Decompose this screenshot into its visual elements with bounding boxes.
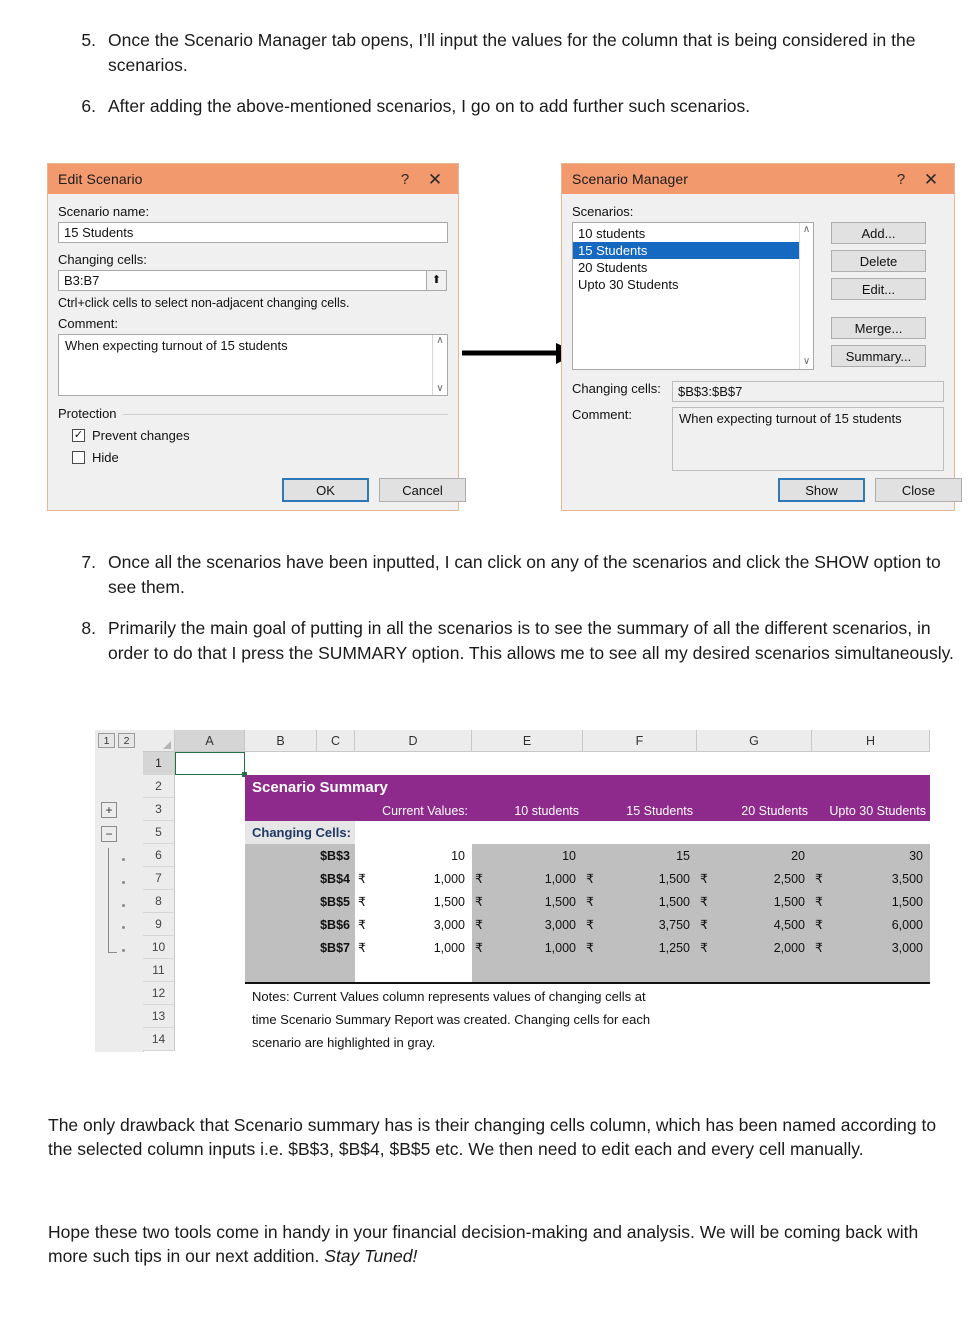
outline-bracket <box>108 848 117 953</box>
currency-symbol: ₹ <box>358 872 366 886</box>
row-header-7[interactable]: 7 <box>143 867 175 890</box>
closing-paragraph-1: The only drawback that Scenario summary has is their changing cells column, which has been named according to the selected column inputs i.e. $B$3, $B$4, $B$5 etc. We then need to edit each and every cell manually. <box>48 1115 937 1159</box>
value-b7-s2: 1,250 <box>658 940 690 955</box>
comment-scrollbar[interactable] <box>432 335 447 395</box>
dialog-body <box>48 194 458 498</box>
currency-symbol: ₹ <box>700 872 708 886</box>
closing-paragraph-2 <box>48 1220 948 1268</box>
cell-ref-b7: $B$7 <box>320 940 350 955</box>
currency-symbol: ₹ <box>586 918 594 932</box>
column-label-10-students: 10 students <box>514 803 579 818</box>
scenarios-listbox[interactable] <box>572 222 814 370</box>
manager-changing-cells-value-box <box>672 381 944 402</box>
value-b5-s4: 1,500 <box>891 894 923 909</box>
protection-group <box>58 406 448 465</box>
merge-button[interactable]: Merge... <box>831 317 926 339</box>
changing-cells-hint: Ctrl+click cells to select non-adjacent changing cells. <box>58 296 350 310</box>
scroll-up-icon[interactable]: ∧ <box>802 224 811 235</box>
select-all-corner[interactable] <box>143 730 175 752</box>
value-b3-s2: 15 <box>676 848 690 863</box>
manager-button-row <box>778 478 962 502</box>
list-item-number: 7. <box>81 552 96 572</box>
changing-cells-input[interactable] <box>58 270 427 291</box>
list-item[interactable]: 20 Students <box>578 260 648 275</box>
list-item[interactable]: Upto 30 Students <box>578 277 679 292</box>
collapse-dialog-icon[interactable] <box>426 270 447 291</box>
value-b5-s3: 1,500 <box>773 894 805 909</box>
column-label-upto-30-students: Upto 30 Students <box>829 803 926 818</box>
row-header-6[interactable]: 6 <box>143 844 175 867</box>
comment-value: When expecting turnout of 15 students <box>65 338 288 353</box>
row-header-14[interactable]: 14 <box>143 1028 175 1051</box>
list-item[interactable]: 10 students <box>578 226 646 241</box>
currency-symbol: ₹ <box>358 941 366 955</box>
delete-button[interactable]: Delete <box>831 250 926 272</box>
value-b4-s3: 2,500 <box>773 871 805 886</box>
currency-symbol: ₹ <box>475 941 483 955</box>
dialog-title: Scenario Manager <box>572 171 688 187</box>
close-icon[interactable]: ✕ <box>427 169 443 189</box>
list-item-text: Once all the scenarios have been inputted, I can click on any of the scenarios and click the SHOW option to see them. <box>108 552 941 597</box>
column-header-F[interactable]: F <box>583 730 697 752</box>
column-header-A[interactable]: A <box>175 730 245 752</box>
scenario-notes <box>252 985 922 1054</box>
steps-list-top <box>62 28 962 135</box>
outline-dot <box>122 904 125 907</box>
manager-comment-row <box>572 407 944 471</box>
comment-label-text: Comment: <box>58 316 118 331</box>
value-b6-current: 3,000 <box>433 917 465 932</box>
currency-symbol: ₹ <box>358 895 366 909</box>
changing-cells-value: B3:B7 <box>64 273 100 288</box>
cell-ref-b5: $B$5 <box>320 894 350 909</box>
outline-level-2-button[interactable]: 2 <box>118 733 135 748</box>
scenario-name-label <box>58 204 448 219</box>
outline-level-1-button[interactable]: 1 <box>98 733 115 748</box>
edit-button[interactable]: Edit... <box>831 278 926 300</box>
outline-level-buttons <box>98 733 135 748</box>
currency-symbol: ₹ <box>475 895 483 909</box>
outline-dot <box>122 858 125 861</box>
manager-changing-cells-value: $B$3:$B$7 <box>678 384 743 399</box>
dialog-body <box>562 194 954 498</box>
show-button[interactable]: Show <box>778 478 865 502</box>
row-header-8[interactable]: 8 <box>143 890 175 913</box>
value-b3-s4: 30 <box>909 848 923 863</box>
outline-dot <box>122 881 125 884</box>
value-b6-s3: 4,500 <box>773 917 805 932</box>
currency-symbol: ₹ <box>586 872 594 886</box>
row-header-3[interactable]: 3 <box>143 798 175 821</box>
row-header-12[interactable]: 12 <box>143 982 175 1005</box>
outline-expand-button[interactable]: + <box>101 802 117 818</box>
outline-dot <box>122 926 125 929</box>
protection-label: Protection <box>58 406 123 421</box>
cell-ref-b4: $B$4 <box>320 871 350 886</box>
manager-changing-cells-label: Changing cells: <box>572 381 661 396</box>
value-b6-s1: 3,000 <box>544 917 576 932</box>
manager-changing-cells-row <box>572 381 944 402</box>
row-header-11[interactable]: 11 <box>143 959 175 982</box>
currency-symbol: ₹ <box>475 918 483 932</box>
value-b4-current: 1,000 <box>433 871 465 886</box>
changing-cells-row <box>58 270 448 291</box>
currency-symbol: ₹ <box>586 895 594 909</box>
note-line-2: time Scenario Summary Report was created. Changing cells for each <box>252 1012 651 1027</box>
note-line-1: Notes: Current Values column represents values of changing cells at <box>252 989 646 1004</box>
scroll-up-icon[interactable]: ∧ <box>436 335 444 346</box>
list-item-text: Once the Scenario Manager tab opens, I’ll input the values for the column that is being considered in the scenarios. <box>108 30 916 75</box>
checkbox-unchecked-icon[interactable] <box>72 451 85 464</box>
table-bottom-rule <box>245 982 930 984</box>
cell-ref-b6: $B$6 <box>320 917 350 932</box>
changing-cells-label <box>58 252 448 267</box>
value-b3-current: 10 <box>451 848 465 863</box>
scenario-name-value: 15 Students <box>64 225 134 240</box>
scroll-down-icon[interactable]: ∨ <box>436 383 444 394</box>
currency-symbol: ₹ <box>586 941 594 955</box>
check-glyph: ✓ <box>73 429 84 441</box>
list-item-text: Primarily the main goal of putting in all the scenarios is to see the summary of all the different scenarios, in order to do that I press the SUMMARY option. This allows me to see all my desired scenarios simultaneously. <box>108 618 954 663</box>
edit-scenario-dialog <box>47 163 459 511</box>
cell-ref-b3: $B$3 <box>320 848 350 863</box>
value-b3-s1: 10 <box>562 848 576 863</box>
manager-comment-box <box>672 407 944 471</box>
value-b4-s4: 3,500 <box>891 871 923 886</box>
scroll-down-icon[interactable]: ∨ <box>802 356 811 367</box>
list-item <box>62 94 962 119</box>
value-b7-s4: 3,000 <box>891 940 923 955</box>
column-label-15-students: 15 Students <box>626 803 693 818</box>
selected-cell-a1[interactable] <box>175 752 245 775</box>
currency-symbol: ₹ <box>815 941 823 955</box>
scenario-name-input[interactable] <box>58 222 448 243</box>
column-label-current-values: Current Values: <box>382 803 468 818</box>
changing-cells-label-text: Changing cells: <box>58 252 147 267</box>
dialog-button-row <box>282 478 466 502</box>
column-header-G[interactable]: G <box>697 730 812 752</box>
comment-label <box>58 316 448 331</box>
dialog-title-bar <box>48 164 458 194</box>
list-item <box>62 28 962 78</box>
scenario-manager-dialog <box>561 163 955 511</box>
row-header-5[interactable]: 5 <box>143 821 175 844</box>
value-b6-s2: 3,750 <box>658 917 690 932</box>
value-b5-current: 1,500 <box>433 894 465 909</box>
list-item-number: 5. <box>81 30 96 50</box>
list-item-selected[interactable]: 15 Students <box>573 242 813 259</box>
value-b5-s1: 1,500 <box>544 894 576 909</box>
dialog-title: Edit Scenario <box>58 171 143 187</box>
cancel-button[interactable]: Cancel <box>379 478 466 502</box>
row-header-2[interactable]: 2 <box>143 775 175 798</box>
changing-cells-section-label: Changing Cells: <box>252 825 351 840</box>
currency-symbol: ₹ <box>358 918 366 932</box>
outline-dot <box>122 949 125 952</box>
prevent-changes-checkbox[interactable] <box>72 428 448 443</box>
collapse-dialog-glyph: ⬆ <box>431 274 442 286</box>
currency-symbol: ₹ <box>700 895 708 909</box>
help-icon[interactable]: ? <box>896 170 906 188</box>
hide-checkbox[interactable] <box>72 450 448 465</box>
help-icon[interactable]: ? <box>400 170 410 188</box>
ok-button[interactable]: OK <box>282 478 369 502</box>
scenario-name-label-text: Scenario name: <box>58 204 150 219</box>
list-item-number: 8. <box>81 618 96 638</box>
note-line-3: scenario are highlighted in gray. <box>252 1035 436 1050</box>
list-item-text: After adding the above-mentioned scenarios, I go on to add further such scenarios. <box>108 96 751 116</box>
checkbox-checked-icon[interactable] <box>72 429 85 442</box>
column-header-E[interactable]: E <box>472 730 583 752</box>
manager-comment-label: Comment: <box>572 407 632 422</box>
outline-gutter <box>95 730 144 1052</box>
summary-button[interactable]: Summary... <box>831 345 926 367</box>
outline-collapse-button[interactable]: − <box>101 826 117 842</box>
currency-symbol: ₹ <box>815 918 823 932</box>
currency-symbol: ₹ <box>475 872 483 886</box>
column-label-20-students: 20 Students <box>741 803 808 818</box>
steps-list-mid <box>62 550 962 682</box>
value-b6-s4: 6,000 <box>891 917 923 932</box>
close-button[interactable]: Close <box>875 478 962 502</box>
list-item <box>62 616 962 666</box>
scenarios-label: Scenarios: <box>572 204 634 219</box>
currency-symbol: ₹ <box>815 872 823 886</box>
value-b7-s3: 2,000 <box>773 940 805 955</box>
row-header-9[interactable]: 9 <box>143 913 175 936</box>
scenario-action-buttons <box>831 222 926 370</box>
column-header-B[interactable]: B <box>245 730 317 752</box>
column-header-H[interactable]: H <box>812 730 930 752</box>
column-header-D[interactable]: D <box>355 730 472 752</box>
value-b3-s3: 20 <box>791 848 805 863</box>
dialog-title-bar <box>562 164 954 194</box>
column-header-C[interactable]: C <box>317 730 355 752</box>
list-item-number: 6. <box>81 96 96 116</box>
row-header-1[interactable]: 1 <box>143 752 175 775</box>
excel-scenario-summary <box>95 730 935 1052</box>
listbox-scrollbar[interactable] <box>799 223 813 369</box>
manager-comment-value: When expecting turnout of 15 students <box>679 411 902 426</box>
add-button[interactable]: Add... <box>831 222 926 244</box>
value-b5-s2: 1,500 <box>658 894 690 909</box>
hide-label: Hide <box>92 450 119 465</box>
scenario-summary-title: Scenario Summary <box>252 779 388 796</box>
list-item <box>62 550 962 600</box>
closing-paragraph-2-text: Hope these two tools come in handy in your financial decision-making and analysis. We will be coming back with more such tips in our next addition. <box>48 1222 919 1266</box>
scenarios-list <box>573 223 813 293</box>
value-b4-s1: 1,000 <box>544 871 576 886</box>
value-b7-s1: 1,000 <box>544 940 576 955</box>
value-b4-s2: 1,500 <box>658 871 690 886</box>
currency-symbol: ₹ <box>815 895 823 909</box>
close-icon[interactable]: ✕ <box>923 169 939 189</box>
row-header-13[interactable]: 13 <box>143 1005 175 1028</box>
stay-tuned-text: Stay Tuned! <box>324 1246 418 1266</box>
prevent-changes-label: Prevent changes <box>92 428 190 443</box>
currency-symbol: ₹ <box>700 918 708 932</box>
value-b7-current: 1,000 <box>433 940 465 955</box>
currency-symbol: ₹ <box>700 941 708 955</box>
comment-textarea[interactable] <box>58 334 448 396</box>
scenarios-row <box>572 222 944 370</box>
row-header-10[interactable]: 10 <box>143 936 175 959</box>
